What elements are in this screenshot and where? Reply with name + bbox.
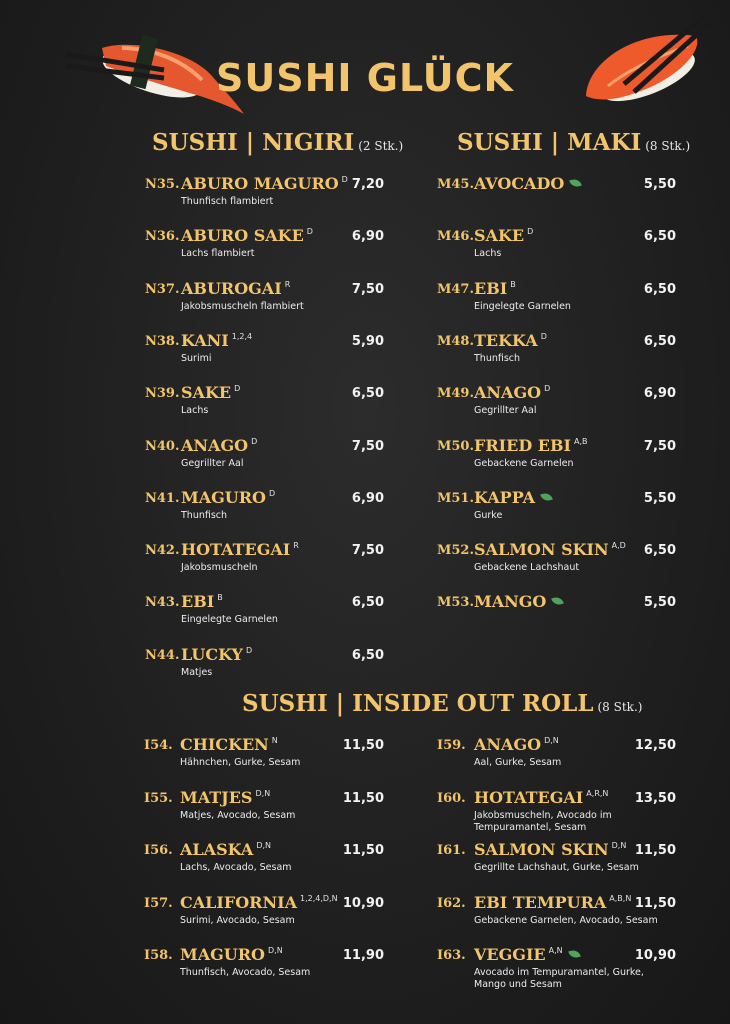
item-name: SAKE $^D$ bbox=[474, 226, 534, 246]
item-price: 7,50 bbox=[351, 281, 384, 297]
item-allergens: D bbox=[251, 436, 258, 446]
item-description: Avocado im Tempuramantel, Gurke, Mango und Sesam bbox=[474, 967, 644, 990]
item-description: Gebackene Garnelen bbox=[474, 457, 574, 469]
menu-item bbox=[437, 945, 676, 992]
item-price: 7,50 bbox=[643, 438, 676, 454]
menu-item bbox=[437, 787, 676, 835]
menu-item bbox=[145, 487, 384, 535]
item-name: EBI TEMPURA $^{A,B,N}$ bbox=[474, 892, 632, 912]
item-description: Thunfisch, Avocado, Sesam bbox=[180, 967, 311, 978]
item-allergens: B bbox=[510, 279, 516, 289]
item-name: ANAGO $^{D,N}$ bbox=[474, 735, 559, 754]
item-code: I54. bbox=[144, 738, 173, 753]
item-allergens: D,N bbox=[267, 946, 283, 955]
item-allergens: D bbox=[540, 331, 547, 341]
menu-item bbox=[437, 592, 676, 639]
item-description: Surimi, Avocado, Sesam bbox=[180, 914, 295, 926]
item-name: ABURO SAKE $^D$ bbox=[181, 226, 313, 246]
item-code: I56. bbox=[144, 843, 173, 858]
section-label: SUSHI | INSIDE OUT ROLL bbox=[242, 690, 594, 717]
menu-item bbox=[144, 787, 384, 835]
item-description: Lachs bbox=[474, 248, 502, 260]
vegetarian-leaf-icon bbox=[569, 178, 582, 189]
item-code: M50. bbox=[437, 438, 475, 454]
item-description: Matjes bbox=[181, 666, 213, 678]
item-price: 7,50 bbox=[351, 543, 384, 559]
item-description: Gurke bbox=[474, 509, 503, 521]
vegetarian-leaf-icon bbox=[552, 596, 565, 607]
item-allergens: A,D bbox=[611, 541, 626, 551]
menu-item bbox=[145, 383, 384, 430]
menu-item bbox=[437, 278, 676, 326]
item-code: I55. bbox=[144, 790, 173, 806]
item-code: I58. bbox=[144, 948, 173, 963]
item-allergens: A,B,N bbox=[609, 893, 632, 903]
item-name: ABUROGAI $^R$ bbox=[181, 278, 291, 298]
item-code: N40. bbox=[145, 438, 180, 454]
item-allergens: D,N bbox=[256, 841, 271, 850]
item-price: 6,90 bbox=[351, 229, 384, 245]
item-code: M49. bbox=[437, 386, 475, 402]
item-allergens: A,B bbox=[573, 436, 588, 446]
menu-item bbox=[145, 278, 384, 326]
item-name: KAPPA bbox=[474, 488, 552, 507]
item-price: 11,50 bbox=[634, 895, 676, 911]
item-name: FRIED EBI $^{A,B}$ bbox=[474, 435, 588, 455]
item-price: 6,50 bbox=[643, 281, 676, 297]
section-count: (8 Stk.) bbox=[645, 139, 691, 153]
item-code: I59. bbox=[437, 738, 466, 753]
menu-item bbox=[437, 435, 676, 483]
item-name: ALASKA $^{D,N}$ bbox=[180, 840, 271, 859]
item-allergens: D bbox=[234, 384, 241, 394]
item-code: I57. bbox=[144, 895, 173, 911]
item-name: ABURO MAGURO $^D$ bbox=[181, 174, 348, 193]
item-allergens: B bbox=[217, 593, 223, 603]
item-code: I62. bbox=[437, 895, 466, 911]
menu-item bbox=[437, 330, 676, 378]
item-price: 10,90 bbox=[634, 948, 676, 963]
item-name: MANGO bbox=[474, 592, 563, 611]
vegetarian-leaf-icon bbox=[568, 949, 581, 960]
item-name: MAGURO $^D$ bbox=[181, 487, 276, 507]
item-description: Gebackene Lachshaut bbox=[474, 562, 580, 574]
item-price: 6,50 bbox=[643, 229, 676, 245]
item-description: Jakobsmuscheln, Avocado im Tempuramantel, Sesam bbox=[474, 809, 612, 833]
item-description: Gegrillte Lachshaut, Gurke, Sesam bbox=[474, 862, 639, 873]
item-price: 7,50 bbox=[351, 438, 384, 454]
menu-item bbox=[144, 840, 384, 887]
item-name: AVOCADO bbox=[474, 174, 581, 193]
item-price: 11,50 bbox=[342, 738, 384, 753]
item-code: M53. bbox=[437, 595, 475, 611]
vegetarian-leaf-icon bbox=[540, 492, 553, 503]
menu-item bbox=[144, 945, 384, 992]
item-code: N38. bbox=[145, 333, 180, 349]
menu-item bbox=[144, 735, 384, 782]
menu-item bbox=[437, 383, 676, 430]
item-description: Lachs flambiert bbox=[181, 248, 255, 260]
section-header-nigiri bbox=[152, 129, 403, 156]
item-name: HOTATEGAI $^R$ bbox=[181, 540, 299, 560]
item-name: TEKKA $^D$ bbox=[474, 330, 547, 350]
item-description: Eingelegte Garnelen bbox=[181, 614, 278, 626]
item-allergens: 1,2,4 bbox=[231, 331, 253, 341]
item-code: M45. bbox=[437, 177, 475, 192]
item-code: I61. bbox=[437, 843, 466, 858]
item-allergens: D,N bbox=[544, 736, 559, 745]
item-code: N41. bbox=[145, 490, 180, 506]
menu-item bbox=[145, 330, 384, 378]
item-description: Gebackene Garnelen, Avocado, Sesam bbox=[474, 914, 658, 926]
item-description: Thunfisch bbox=[181, 509, 228, 521]
item-code: M52. bbox=[437, 543, 475, 559]
item-price: 6,50 bbox=[351, 595, 384, 611]
item-allergens: D bbox=[544, 384, 551, 394]
item-name: EBI $^B$ bbox=[181, 592, 223, 612]
item-description: Thunfisch flambiert bbox=[181, 196, 274, 207]
page-title: SUSHI GLÜCK bbox=[215, 56, 514, 100]
item-code: I63. bbox=[437, 948, 466, 963]
item-code: I60. bbox=[437, 790, 466, 806]
section-count: (2 Stk.) bbox=[358, 139, 404, 153]
item-allergens: D,N bbox=[255, 788, 271, 798]
menu-item bbox=[145, 592, 384, 639]
item-price: 11,90 bbox=[342, 948, 384, 963]
section-count: (8 Stk.) bbox=[597, 700, 643, 714]
item-price: 6,50 bbox=[351, 647, 384, 663]
menu-item bbox=[145, 435, 384, 483]
item-allergens: N bbox=[271, 736, 278, 745]
menu-item bbox=[437, 892, 676, 940]
item-description: Matjes, Avocado, Sesam bbox=[180, 809, 296, 821]
menu-item bbox=[144, 892, 384, 940]
item-name: LUCKY $^D$ bbox=[181, 644, 253, 664]
section-label: SUSHI | MAKI bbox=[457, 129, 642, 156]
menu-item bbox=[145, 540, 384, 587]
menu-item bbox=[145, 226, 384, 273]
item-description: Surimi bbox=[181, 352, 212, 364]
item-description: Jakobsmuscheln flambiert bbox=[181, 300, 304, 312]
item-price: 6,50 bbox=[643, 333, 676, 349]
section-header-maki bbox=[457, 129, 690, 156]
item-description: Gegrillter Aal bbox=[181, 457, 244, 469]
item-name: CHICKEN $^N$ bbox=[180, 735, 278, 754]
item-code: M48. bbox=[437, 333, 475, 349]
item-allergens: D bbox=[306, 227, 313, 237]
item-name: CALIFORNIA $^{1,2,4,D,N}$ bbox=[180, 892, 338, 912]
menu-item bbox=[145, 644, 384, 692]
item-name: EBI $^B$ bbox=[474, 278, 516, 298]
item-code: N43. bbox=[145, 595, 180, 611]
item-name: SALMON SKIN $^{D,N}$ bbox=[474, 840, 627, 859]
item-code: M47. bbox=[437, 281, 475, 297]
item-allergens: D bbox=[268, 488, 276, 498]
item-code: N35. bbox=[145, 177, 180, 192]
menu-item bbox=[437, 840, 676, 887]
item-price: 5,50 bbox=[643, 177, 676, 192]
menu-item bbox=[145, 174, 384, 221]
item-price: 10,90 bbox=[342, 895, 384, 911]
menu-item bbox=[437, 226, 676, 273]
item-name: MATJES $^{D,N}$ bbox=[180, 787, 271, 807]
item-price: 7,20 bbox=[351, 177, 384, 192]
item-price: 5,50 bbox=[643, 595, 676, 611]
item-allergens: A,N bbox=[548, 946, 563, 955]
item-price: 11,50 bbox=[342, 790, 384, 806]
item-code: M51. bbox=[437, 490, 475, 506]
item-name: ANAGO $^D$ bbox=[181, 435, 258, 455]
item-allergens: A,R,N bbox=[586, 788, 609, 798]
item-allergens: D bbox=[527, 227, 534, 237]
item-name: MAGURO $^{D,N}$ bbox=[180, 945, 283, 964]
item-price: 6,50 bbox=[351, 386, 384, 402]
item-description: Eingelegte Garnelen bbox=[474, 300, 571, 312]
item-name: KANI $^{1,2,4}$ bbox=[181, 330, 253, 350]
item-code: N39. bbox=[145, 386, 180, 402]
menu-item bbox=[437, 735, 676, 782]
item-description: Jakobsmuscheln bbox=[181, 562, 258, 574]
item-description: Lachs bbox=[181, 405, 209, 417]
menu-item bbox=[437, 487, 676, 535]
item-description: Hähnchen, Gurke, Sesam bbox=[180, 757, 301, 768]
item-price: 5,90 bbox=[351, 333, 384, 349]
item-code: M46. bbox=[437, 229, 475, 245]
item-name: SALMON SKIN $^{A,D}$ bbox=[474, 540, 626, 560]
item-description: Aal, Gurke, Sesam bbox=[474, 757, 562, 768]
menu-item bbox=[437, 540, 676, 587]
item-allergens: R bbox=[293, 541, 299, 551]
item-name: SAKE $^D$ bbox=[181, 383, 241, 403]
item-name: ANAGO $^D$ bbox=[474, 383, 551, 403]
item-description: Thunfisch bbox=[474, 352, 521, 364]
item-price: 6,90 bbox=[643, 386, 676, 402]
item-code: N36. bbox=[145, 229, 180, 245]
item-allergens: D bbox=[245, 645, 253, 655]
section-label: SUSHI | NIGIRI bbox=[152, 129, 355, 156]
item-allergens: R bbox=[284, 279, 291, 289]
item-price: 6,90 bbox=[351, 490, 384, 506]
item-description: Gegrillter Aal bbox=[474, 405, 537, 417]
item-code: N44. bbox=[145, 647, 180, 663]
item-description: Lachs, Avocado, Sesam bbox=[180, 862, 292, 873]
item-price: 5,50 bbox=[643, 490, 676, 506]
item-price: 12,50 bbox=[634, 738, 676, 753]
item-price: 11,50 bbox=[634, 843, 676, 858]
item-price: 11,50 bbox=[342, 843, 384, 858]
item-allergens: 1,2,4,D,N bbox=[300, 893, 338, 903]
item-allergens: D bbox=[341, 175, 348, 184]
item-name: VEGGIE $^{A,N}$ bbox=[474, 945, 580, 964]
item-allergens: D,N bbox=[611, 841, 627, 850]
section-header-insideout bbox=[242, 690, 642, 717]
item-code: N42. bbox=[145, 543, 180, 559]
menu-item bbox=[437, 174, 676, 221]
item-name: HOTATEGAI $^{A,R,N}$ bbox=[474, 787, 609, 807]
item-code: N37. bbox=[145, 281, 180, 297]
item-price: 13,50 bbox=[634, 790, 676, 806]
item-price: 6,50 bbox=[643, 543, 676, 559]
